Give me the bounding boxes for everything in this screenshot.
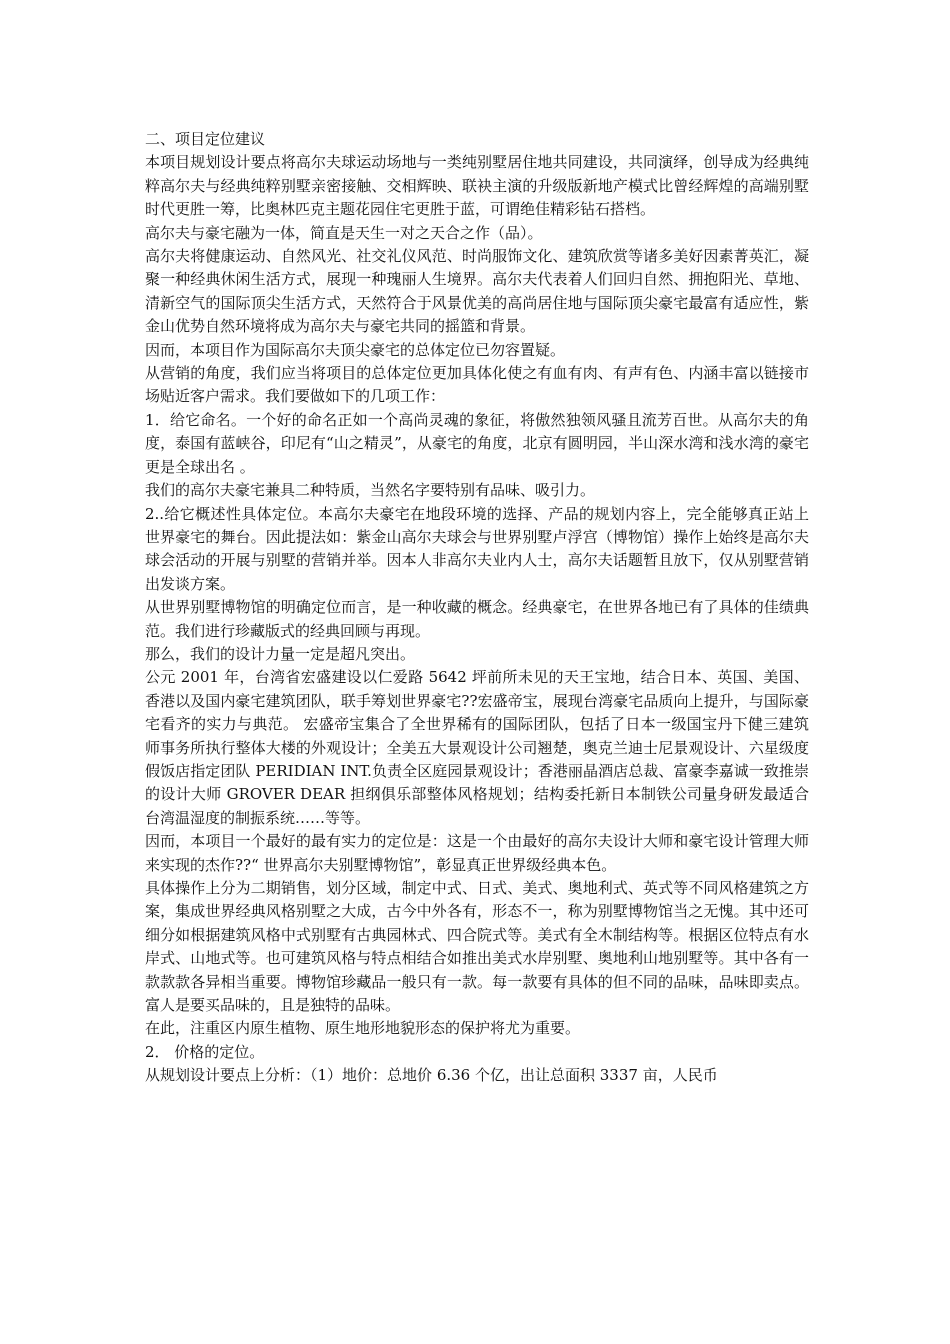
- list-item-positioning: 2..给它概述性具体定位。本高尔夫豪宅在地段环境的选择、产品的规划内容上，完全能够真正站上世界豪宅的舞台。因此提法如：紫金山高尔夫球会与世界别墅卢浮宫（博物馆）操作上始终是高尔夫球会活动的开展与别墅的营销并举。因本人非高尔夫业内人士，高尔夫话题暂且放下，仅从别墅营销出发谈方案。: [145, 504, 809, 593]
- paragraph: 那么，我们的设计力量一定是超凡突出。: [145, 644, 416, 663]
- paragraph: 从世界别墅博物馆的明确定位而言，是一种收藏的概念。经典豪宅，在世界各地已有了具体的佳绩典范。我们进行珍藏版式的经典回顾与再现。: [145, 598, 809, 640]
- document-body: [145, 128, 809, 1088]
- list-item-pricing: 2． 价格的定位。: [145, 1042, 265, 1061]
- paragraph: 本项目规划设计要点将高尔夫球运动场地与一类纯别墅居住地共同建设，共同演绎，创导成为经典纯粹高尔夫与经典纯粹别墅亲密接触、交相辉映、联袂主演的升级版新地产模式比曾经辉煌的高端别墅时代更胜一筹，比奥林匹克主题花园住宅更胜于蓝，可谓绝佳精彩钻石搭档。: [145, 153, 809, 219]
- paragraph: 因而，本项目一个最好的最有实力的定位是：这是一个由最好的高尔夫设计大师和豪宅设计管理大师来实现的杰作??“ 世界高尔夫别墅博物馆”，彰显真正世界级经典本色。: [145, 832, 809, 874]
- paragraph: 从营销的角度，我们应当将项目的总体定位更加具体化使之有血有肉、有声有色、内涵丰富以链接市场贴近客户需求。我们要做如下的几项工作：: [145, 364, 809, 406]
- list-item-naming: 1．给它命名。一个好的命名正如一个高尚灵魂的象征，将傲然独领风骚且流芳百世。从高尔夫的角度，泰国有蓝峡谷，印尼有“山之精灵”，从豪宅的角度，北京有圆明园，半山深水湾和浅水湾的豪宅更是全球出名 。: [145, 410, 809, 476]
- paragraph: 从规划设计要点上分析：（1）地价：总地价 6.36 个亿，出让总面积 3337 亩，人民币: [145, 1066, 718, 1085]
- paragraph: 在此，注重区内原生植物、原生地形地貌形态的保护将尤为重要。: [145, 1019, 581, 1038]
- paragraph: 我们的高尔夫豪宅兼具二种特质，当然名字要特别有品味、吸引力。: [145, 481, 596, 500]
- paragraph: 高尔夫将健康运动、自然风光、社交礼仪风范、时尚服饰文化、建筑欣赏等诸多美好因素菁英汇，凝聚一种经典休闲生活方式，展现一种瑰丽人生境界。高尔夫代表着人们回归自然、拥抱阳光、草地、清新空气的国际顶尖生活方式，天然符合于风景优美的高尚居住地与国际顶尖豪宅最富有适应性，紫金山优势自然环境将成为高尔夫与豪宅共同的摇篮和背景。: [145, 247, 809, 336]
- paragraph: 高尔夫与豪宅融为一体，简直是天生一对之天合之作（品）。: [145, 223, 543, 242]
- paragraph: 公元 2001 年，台湾省宏盛建设以仁爱路 5642 坪前所未见的天王宝地，结合日本、英国、美国、香港以及国内豪宅建筑团队，联手筹划世界豪宅??宏盛帝宝，展现台湾豪宅品质向上提升，与国际豪宅看齐的实力与典范。 宏盛帝宝集合了全世界稀有的国际团队，包括了日本一级国宝丹下健三建筑师事务所执行整体大楼的外观设计；全美五大景观设计公司翘楚，奥克兰迪士尼景观设计、六星级度假饭店指定团队 PERIDIAN INT.负责全区庭园景观设计；香港丽晶酒店总裁、富豪李嘉诚一致推崇的设计大师 GROVER DEAR 担纲俱乐部整体风格规划；结构委托新日本制铁公司量身研发最适合台湾温湿度的制振系统……等等。: [145, 668, 809, 827]
- section-heading: 二、项目定位建议: [145, 130, 266, 148]
- paragraph: 因而，本项目作为国际高尔夫顶尖豪宅的总体定位已勿容置疑。: [145, 340, 566, 359]
- paragraph: 具体操作上分为二期销售，划分区域，制定中式、日式、美式、奥地利式、英式等不同风格建筑之方案，集成世界经典风格别墅之大成，古今中外各有，形态不一，称为别墅博物馆当之无愧。其中还可细分如根据建筑风格中式别墅有古典园林式、四合院式等。美式有全木制结构等。根据区位特点有水岸式、山地式等。也可建筑风格与特点相结合如推出美式水岸别墅、奥地利山地别墅等。其中各有一款款款各异相当重要。博物馆珍藏品一般只有一款。每一款要有具体的但不同的品味，品味即卖点。富人是要买品味的，且是独特的品味。: [145, 879, 809, 1015]
